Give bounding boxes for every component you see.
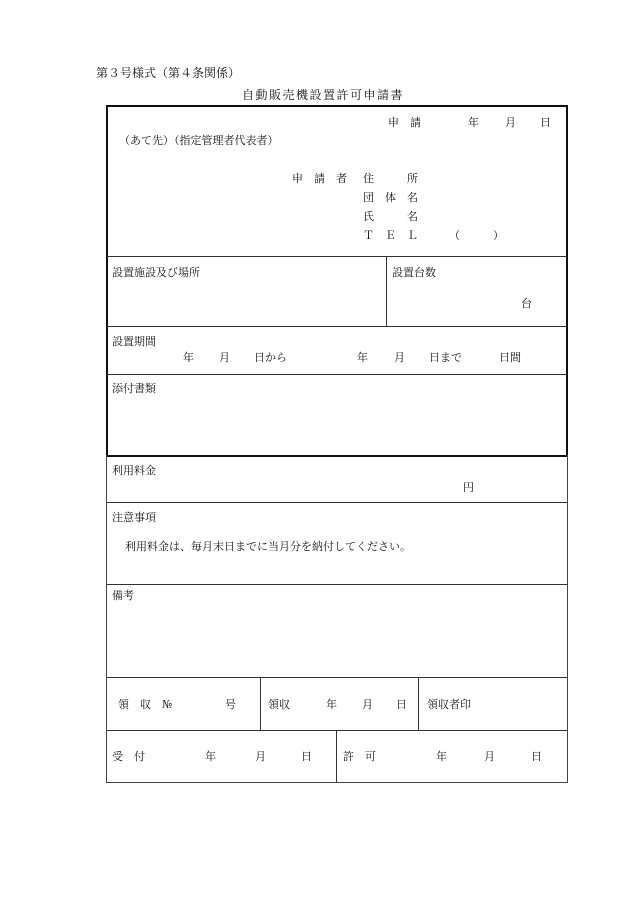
org-name-label: 団 体 名 xyxy=(363,191,418,204)
divider xyxy=(107,730,567,731)
tel-parens: （ ） xyxy=(449,229,504,242)
lower-section xyxy=(106,455,568,783)
accept-label: 受 付 xyxy=(112,750,145,763)
period-from-day: 日から xyxy=(254,351,287,364)
notes-text: 利用料金は、毎月末日までに当月分を納付してください。 xyxy=(125,540,411,553)
period-to-day: 日まで xyxy=(429,351,462,364)
page-title: 自動販売機設置許可申請書 xyxy=(242,88,405,102)
fee-unit: 円 xyxy=(463,481,474,494)
period-to-year: 年 xyxy=(357,351,368,364)
accept-day: 日 xyxy=(301,750,312,763)
receipt-date-label: 領収 xyxy=(268,698,290,711)
period-label: 設置期間 xyxy=(112,335,156,348)
accept-month: 月 xyxy=(255,750,266,763)
divider xyxy=(386,257,387,326)
apply-label: 申 請 xyxy=(388,116,421,129)
facility-place-label: 設置施設及び場所 xyxy=(112,266,200,279)
receipt-no-label: 領 収 № xyxy=(118,698,173,711)
divider xyxy=(107,326,567,327)
permit-day: 日 xyxy=(531,750,542,763)
addressee: （あて先）（指定管理者代表者） xyxy=(119,134,279,147)
applicant-section xyxy=(106,105,568,457)
divider xyxy=(107,256,567,257)
divider xyxy=(107,677,567,678)
permit-year: 年 xyxy=(436,750,447,763)
address-label: 住 所 xyxy=(363,172,418,185)
attachments-label: 添付書類 xyxy=(112,382,156,395)
apply-year: 年 xyxy=(468,116,479,129)
accept-year: 年 xyxy=(205,750,216,763)
apply-month: 月 xyxy=(505,116,516,129)
receipt-day: 日 xyxy=(396,698,407,711)
collector-seal-label: 領収者印 xyxy=(427,698,471,711)
period-from-year: 年 xyxy=(183,351,194,364)
divider xyxy=(418,678,419,730)
remarks-label: 備考 xyxy=(112,589,134,602)
divider xyxy=(260,678,261,730)
tel-label: Ｔ Ｅ Ｌ xyxy=(363,229,418,242)
receipt-month: 月 xyxy=(362,698,373,711)
period-days: 日間 xyxy=(499,351,521,364)
notes-label: 注意事項 xyxy=(112,511,156,524)
fee-label: 利用料金 xyxy=(112,464,156,477)
count-unit: 台 xyxy=(521,297,532,310)
permit-label: 許 可 xyxy=(343,750,376,763)
receipt-no-unit: 号 xyxy=(225,698,236,711)
divider xyxy=(107,584,567,585)
divider xyxy=(107,374,567,375)
form-number: 第３号様式（第４条関係） xyxy=(96,66,241,80)
period-to-month: 月 xyxy=(394,351,405,364)
name-label: 氏 名 xyxy=(363,210,418,223)
period-from-month: 月 xyxy=(219,351,230,364)
count-label: 設置台数 xyxy=(392,266,436,279)
applicant-label: 申 請 者 xyxy=(292,172,347,185)
apply-day: 日 xyxy=(540,116,551,129)
divider xyxy=(336,731,337,782)
receipt-year: 年 xyxy=(326,698,337,711)
permit-month: 月 xyxy=(484,750,495,763)
divider xyxy=(107,502,567,503)
